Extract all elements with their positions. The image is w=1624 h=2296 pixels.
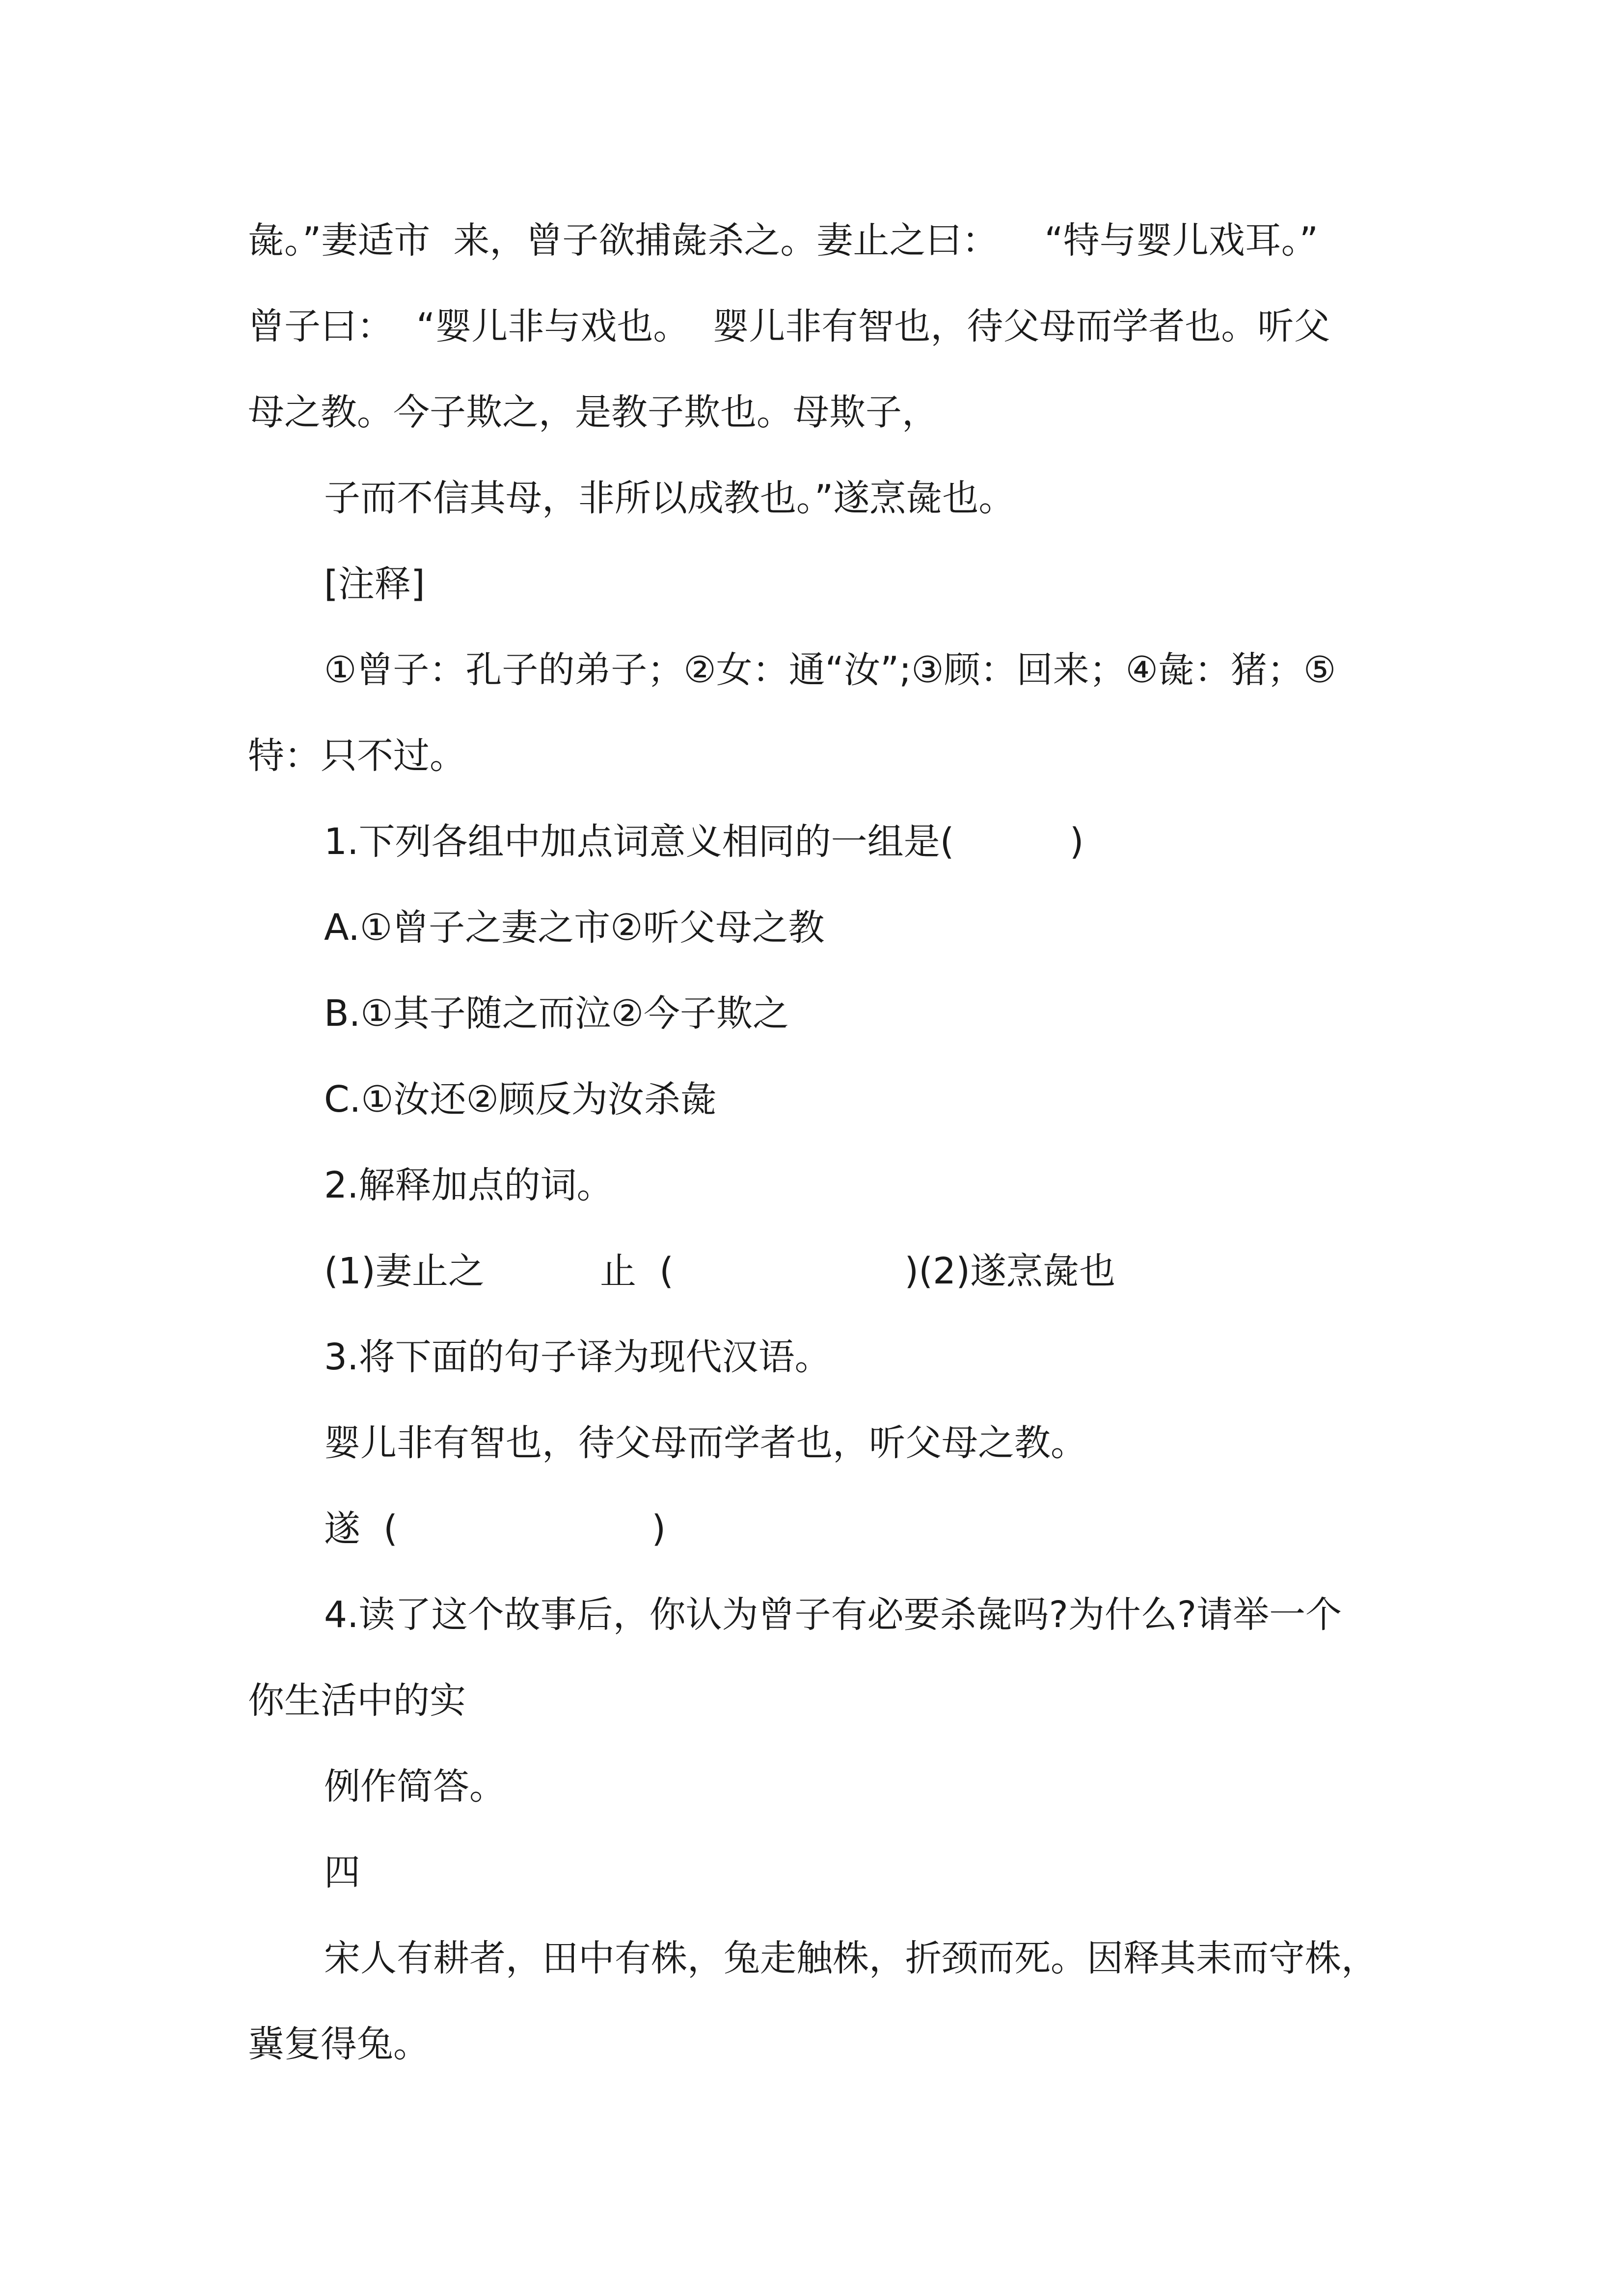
text-line-2: 曾子曰： “婴儿非与戏也。 婴儿非有智也，待父母而学者也。听父 <box>248 305 1330 347</box>
question-3: 3.将下面的句子译为现代汉语。 <box>324 1336 831 1378</box>
text-line-3: 母之教。今子欺之，是教子欺也。母欺子， <box>248 391 938 433</box>
question-4-line-2: 你生活中的实 <box>248 1680 466 1722</box>
question-2: 2.解释加点的词。 <box>324 1164 613 1206</box>
notes-line-2: 特：只不过。 <box>248 735 466 777</box>
option-c: C.①汝还②顾反为汝杀彘 <box>324 1078 717 1121</box>
text-line-4: 子而不信其母，非所以成教也。”遂烹彘也。 <box>324 477 1015 519</box>
question-3-sentence: 婴儿非有智也，待父母而学者也，听父母之教。 <box>324 1422 1087 1464</box>
section-heading-4: 四 <box>324 1851 360 1894</box>
option-b: B.①其子随之而泣②今子欺之 <box>324 992 789 1035</box>
option-a: A.①曾子之妻之市②听父母之教 <box>324 907 825 949</box>
notes-heading: [注释] <box>324 563 425 605</box>
passage-line-1: 宋人有耕者，田中有株，兔走触株，折颈而死。因释其耒而守株， <box>324 1937 1378 1979</box>
question-1: 1.下列各组中加点词意义相同的一组是( ) <box>324 821 1084 863</box>
question-2-item-2: 遂 ( ) <box>324 1508 666 1550</box>
notes-line-1: ①曾子：孔子的弟子；②女：通“汝”;③顾：回来；④彘：猪；⑤ <box>324 649 1336 691</box>
question-4-line-1: 4.读了这个故事后，你认为曾子有必要杀彘吗?为什么?请举一个 <box>324 1594 1342 1636</box>
question-2-items: (1)妻止之 止 ( )(2)遂烹彘也 <box>324 1250 1116 1292</box>
question-4-line-3: 例作简答。 <box>324 1765 506 1808</box>
text-line-1: 彘。”妻适市 来，曾子欲捕彘杀之。妻止之曰： “特与婴儿戏耳。” <box>248 219 1319 262</box>
passage-line-2: 冀复得兔。 <box>248 2023 430 2065</box>
